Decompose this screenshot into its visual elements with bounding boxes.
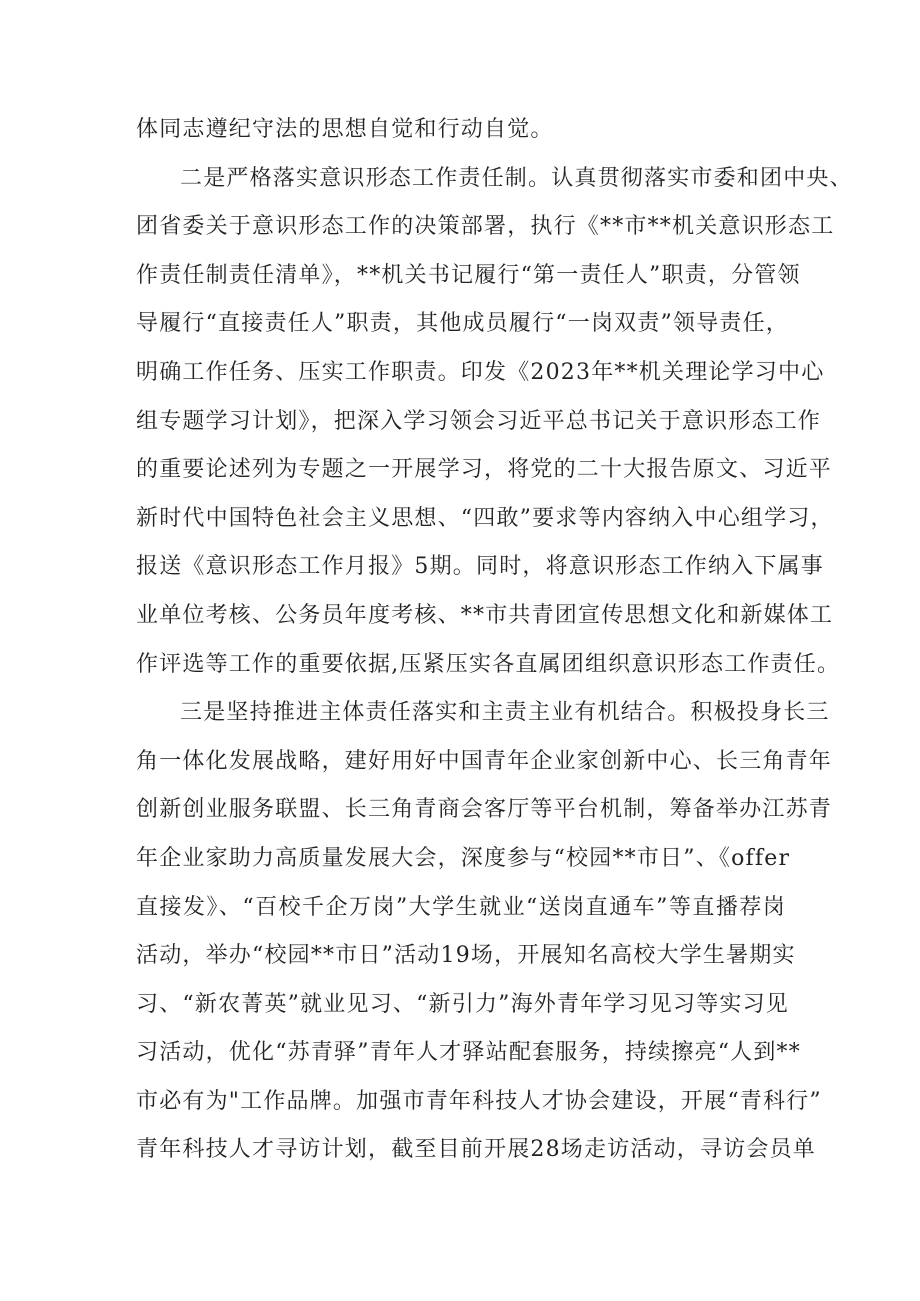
paragraph-line: 组专题学习计划》，把深入学习领会习近平总书记关于意识形态工作 (136, 408, 822, 434)
paragraph-3 (136, 689, 833, 1175)
paragraph-line: 作责任制责任清单》，**机关书记履行“第一责任人”职责，分管领 (136, 262, 801, 288)
paragraph-line: 创新创业服务联盟、长三角青商会客厅等平台机制，筹备举办江苏青 (136, 797, 833, 823)
document-body (136, 106, 853, 1175)
paragraph-line: 体同志遵纪守法的思想自觉和行动自觉。 (136, 117, 554, 142)
paragraph-line: 作评选等工作的重要依据,压紧压实各直属团组织意识形态工作责任。 (136, 651, 841, 677)
paragraph-line: 市必有为"工作品牌。加强市青年科技人才协会建设，开展“青科行” (136, 1088, 822, 1114)
paragraph-line: 直接发》、“百校千企万岗”大学生就业“送岗直通车”等直播荐岗 (136, 894, 786, 920)
paragraph-line: 习、“新农菁英”就业见习、“新引力”海外青年学习见习等实习见 (136, 991, 789, 1017)
paragraph-line: 习活动，优化“苏青驿”青年人才驿站配套服务，持续擦亮“人到** (136, 1040, 801, 1066)
paragraph-line: 三是坚持推进主体责任落实和主责主业有机结合。积极投身长三 (180, 700, 830, 726)
paragraph-line: 团省委关于意识形态工作的决策部署，执行《**市**机关意识形态工 (136, 214, 835, 240)
paragraph-line: 业单位考核、公务员年度考核、**市共青团宣传思想文化和新媒体工 (136, 602, 834, 628)
paragraph-line: 报送《意识形态工作月报》5期。同时，将意识形态工作纳入下属事 (136, 554, 824, 580)
paragraph-line: 角一体化发展战略，建好用好中国青年企业家创新中心、长三角青年 (136, 748, 833, 774)
paragraph-line: 新时代中国特色社会主义思想、“四敢”要求等内容纳入中心组学习， (136, 505, 834, 531)
paragraph-2 (136, 155, 853, 690)
paragraph-line: 活动，举办“校园**市日”活动19场，开展知名高校大学生暑期实 (136, 943, 796, 969)
paragraph-line: 年企业家助力高质量发展大会，深度参与“校园**市日”、《offer (136, 845, 791, 871)
paragraph-line: 青年科技人才寻访计划，截至目前开展28场走访活动，寻访会员单 (136, 1137, 816, 1163)
paragraph-line: 二是严格落实意识形态工作责任制。认真贯彻落实市委和团中央、 (180, 165, 853, 191)
paragraph-line: 明确工作任务、压实工作职责。印发《2023年**机关理论学习中心 (136, 359, 825, 385)
paragraph-line: 导履行“直接责任人”职责，其他成员履行“一岗双责”领导责任， (136, 311, 789, 337)
paragraph-1 (136, 106, 786, 155)
paragraph-line: 的重要论述列为专题之一开展学习，将党的二十大报告原文、习近平 (136, 457, 833, 483)
